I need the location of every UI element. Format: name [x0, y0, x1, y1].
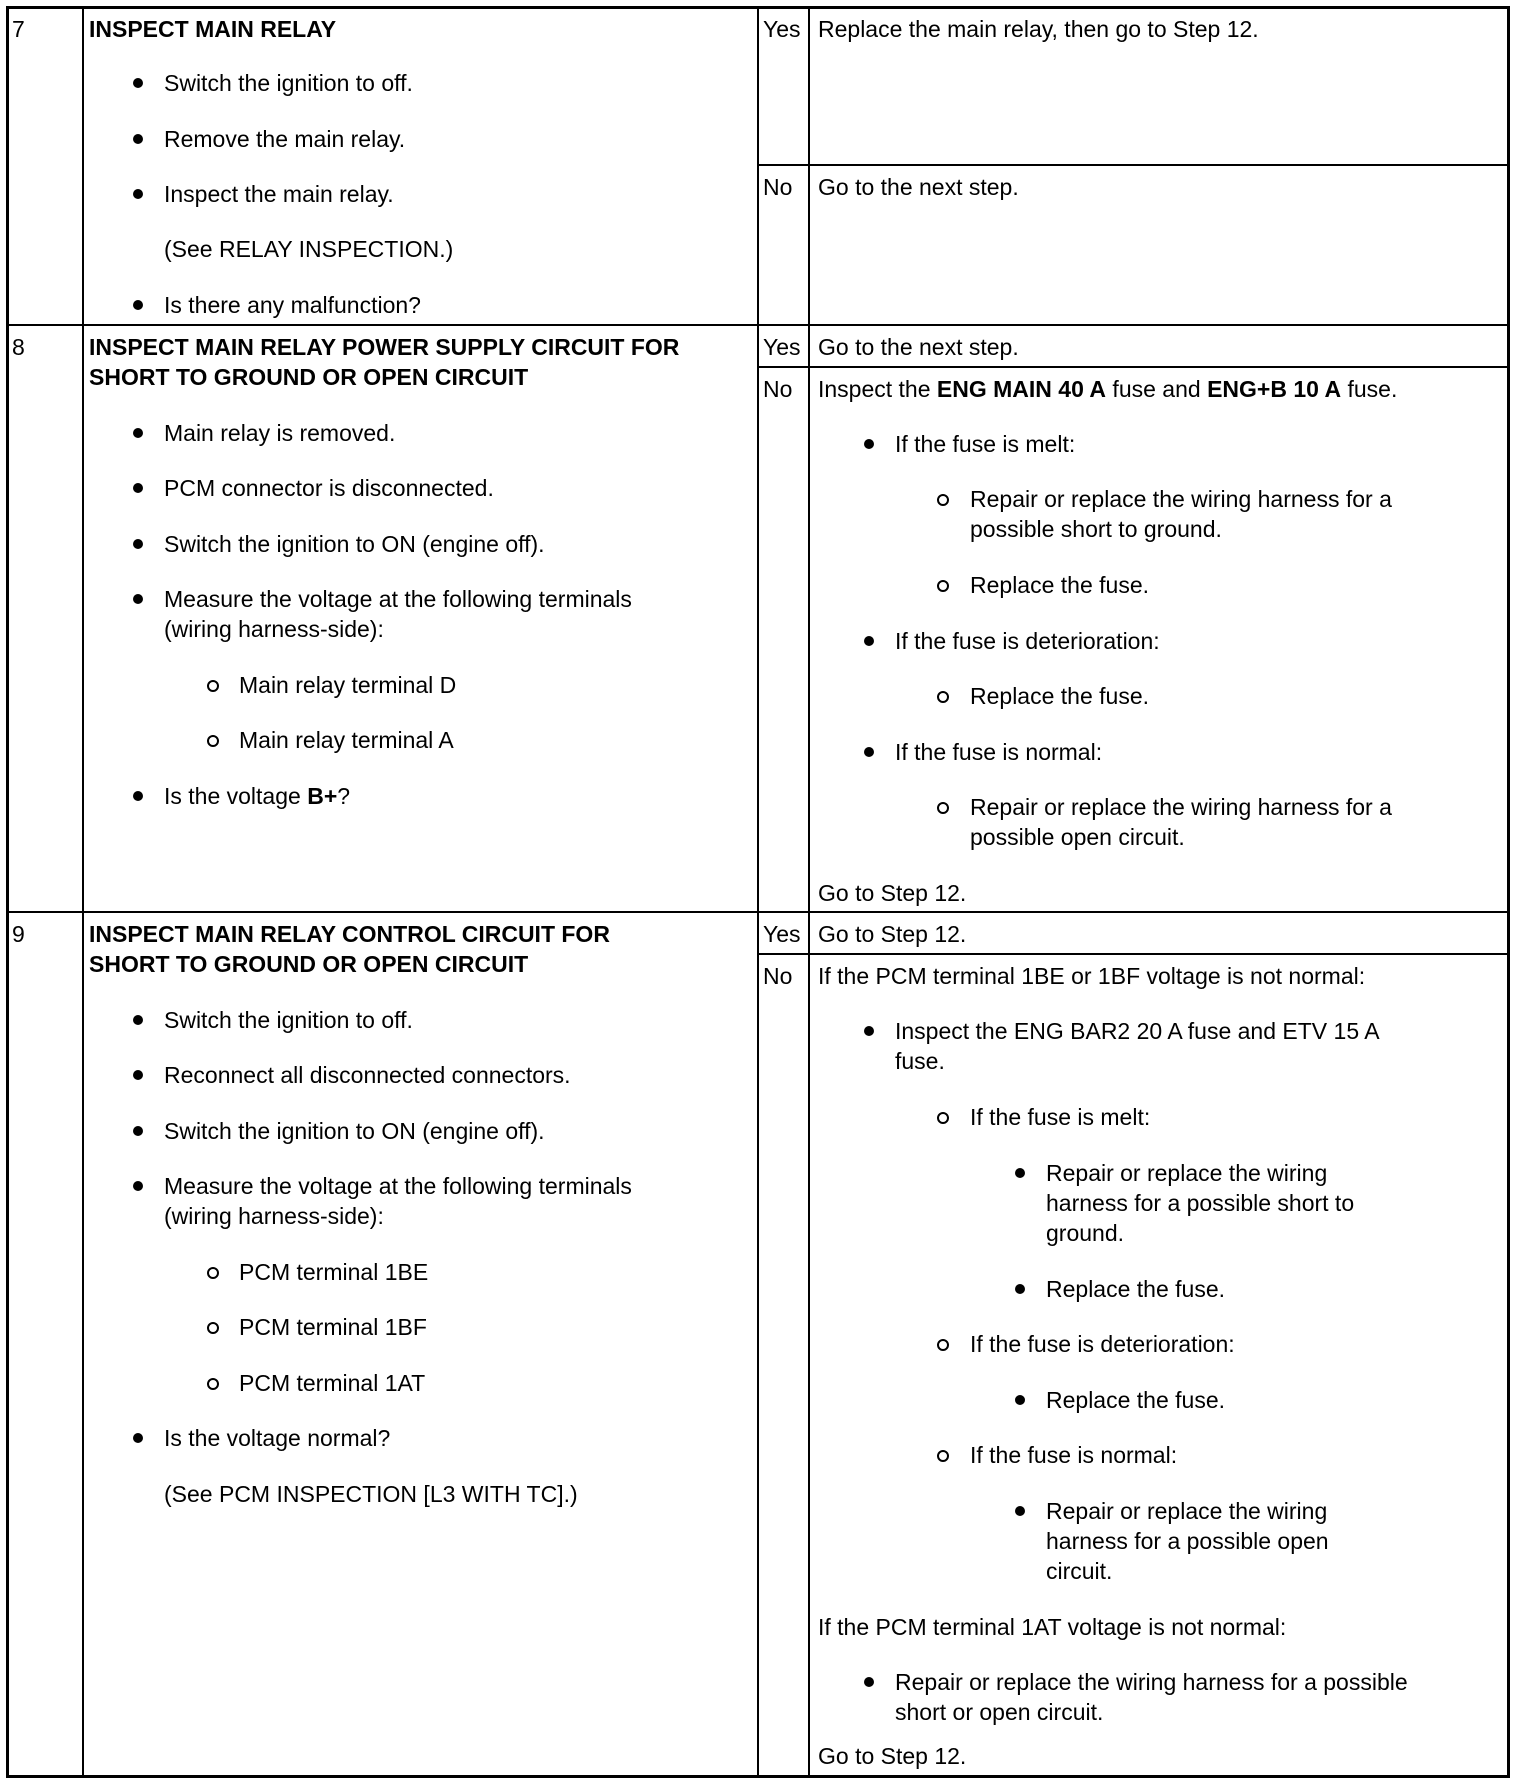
bullet	[864, 1026, 874, 1036]
row8-yes-no-divider	[757, 366, 1510, 368]
step7-title: INSPECT MAIN RELAY	[89, 16, 337, 42]
step8-subitem: Main relay terminal A	[239, 727, 454, 753]
row9-yes-no-divider	[757, 953, 1510, 955]
bullet	[133, 189, 143, 199]
row7-yes-no-divider	[757, 164, 1510, 166]
ring-bullet	[207, 735, 219, 747]
step9-no-item-cont: fuse.	[895, 1048, 945, 1074]
ring-bullet	[207, 1378, 219, 1390]
voltage-question: Is the voltage	[164, 783, 308, 809]
step9-no-heading: If the PCM terminal 1BE or 1BF voltage is not normal:	[818, 963, 1366, 989]
ring-bullet	[937, 802, 949, 814]
no-intro-d: ENG+B 10 A	[1207, 376, 1342, 402]
ring-bullet	[937, 691, 949, 703]
bullet	[133, 78, 143, 88]
bullet	[133, 1181, 143, 1191]
step7-item: Is there any malfunction?	[164, 292, 421, 318]
step9-no-subitem: If the fuse is deterioration:	[970, 1331, 1235, 1357]
bullet	[133, 791, 143, 801]
ring-bullet	[937, 1450, 949, 1462]
step9-no-item: Repair or replace the wiring harness for a possible	[895, 1669, 1408, 1695]
bullet	[133, 1015, 143, 1025]
step9-no-subsubitem: Replace the fuse.	[1046, 1276, 1226, 1302]
step8-no-subitem: Replace the fuse.	[970, 572, 1150, 598]
bullet	[1015, 1506, 1025, 1516]
step9-item: Reconnect all disconnected connectors.	[164, 1062, 571, 1088]
step7-item: Inspect the main relay.	[164, 181, 394, 207]
step9-no-heading: If the PCM terminal 1AT voltage is not normal:	[818, 1614, 1287, 1640]
voltage-value: B+	[307, 783, 338, 809]
row-divider-7-8	[6, 324, 1510, 326]
bullet	[133, 1126, 143, 1136]
bullet	[133, 594, 143, 604]
step9-item: Switch the ignition to off.	[164, 1007, 413, 1033]
bullet	[133, 1070, 143, 1080]
step8-no-intro	[818, 374, 1397, 404]
bullet	[864, 747, 874, 757]
step8-no-subitem: Repair or replace the wiring harness for a	[970, 486, 1392, 512]
step9-no-subsubitem-cont: harness for a possible open	[1046, 1528, 1329, 1554]
bullet	[133, 428, 143, 438]
no-intro-c: fuse and	[1106, 376, 1208, 402]
ring-bullet	[207, 1267, 219, 1279]
step8-title-line1: INSPECT MAIN RELAY POWER SUPPLY CIRCUIT FOR	[89, 334, 680, 360]
bullet	[1015, 1284, 1025, 1294]
col-divider-1	[82, 6, 84, 1778]
step8-no-footer: Go to Step 12.	[818, 880, 967, 906]
step8-number: 8	[12, 334, 25, 360]
step8-no-subitem-cont: possible open circuit.	[970, 824, 1185, 850]
step9-no-subsubitem: Repair or replace the wiring	[1046, 1160, 1328, 1186]
bullet	[133, 483, 143, 493]
step8-no-label: No	[763, 376, 793, 402]
step9-no-item-cont: short or open circuit.	[895, 1699, 1104, 1725]
step9-no-subitem: If the fuse is melt:	[970, 1104, 1151, 1130]
ring-bullet	[937, 1112, 949, 1124]
ring-bullet	[937, 1339, 949, 1351]
step8-no-subitem: Repair or replace the wiring harness for a	[970, 794, 1392, 820]
step8-item: Switch the ignition to ON (engine off).	[164, 531, 545, 557]
step8-no-item: If the fuse is normal:	[895, 739, 1103, 765]
bullet	[1015, 1395, 1025, 1405]
step8-no-subitem-cont: possible short to ground.	[970, 516, 1222, 542]
step9-item: Is the voltage normal?	[164, 1425, 391, 1451]
step9-yes-text: Go to Step 12.	[818, 921, 967, 947]
step8-yes-text: Go to the next step.	[818, 334, 1019, 360]
bullet	[864, 1677, 874, 1687]
step9-no-label: No	[763, 963, 793, 989]
no-intro-a: Inspect the	[818, 376, 937, 402]
step9-subitem: PCM terminal 1BF	[239, 1314, 427, 1340]
step9-subitem: PCM terminal 1AT	[239, 1370, 426, 1396]
step9-no-footer: Go to Step 12.	[818, 1743, 967, 1769]
step9-item: Measure the voltage at the following terminals	[164, 1173, 632, 1199]
step7-no-text: Go to the next step.	[818, 174, 1019, 200]
no-intro-b: ENG MAIN 40 A	[936, 376, 1107, 402]
step7-item: Remove the main relay.	[164, 126, 406, 152]
bullet	[1015, 1168, 1025, 1178]
step7-number: 7	[12, 16, 25, 42]
step8-item: Main relay is removed.	[164, 420, 396, 446]
col-divider-2	[757, 6, 759, 1778]
step8-item-voltage	[164, 781, 350, 811]
ring-bullet	[207, 680, 219, 692]
step7-no-label: No	[763, 174, 793, 200]
step9-number: 9	[12, 921, 25, 947]
step7-yes-label: Yes	[763, 16, 801, 42]
step7-reference: (See RELAY INSPECTION.)	[164, 236, 454, 262]
step9-no-item: Inspect the ENG BAR2 20 A fuse and ETV 15 A	[895, 1018, 1380, 1044]
step8-yes-label: Yes	[763, 334, 801, 360]
voltage-suffix: ?	[337, 783, 351, 809]
bullet	[133, 134, 143, 144]
row-divider-8-9	[6, 911, 1510, 913]
bullet	[133, 1433, 143, 1443]
step7-item: Switch the ignition to off.	[164, 70, 413, 96]
step9-no-subsubitem-cont: ground.	[1046, 1220, 1125, 1246]
step8-no-item: If the fuse is deterioration:	[895, 628, 1160, 654]
ring-bullet	[937, 580, 949, 592]
no-intro-e: fuse.	[1341, 376, 1398, 402]
step8-no-subitem: Replace the fuse.	[970, 683, 1150, 709]
step9-no-subsubitem: Replace the fuse.	[1046, 1387, 1226, 1413]
bullet	[133, 300, 143, 310]
ring-bullet	[937, 494, 949, 506]
step9-no-subitem: If the fuse is normal:	[970, 1442, 1178, 1468]
bullet	[133, 539, 143, 549]
step8-item: PCM connector is disconnected.	[164, 475, 494, 501]
step8-title-line2: SHORT TO GROUND OR OPEN CIRCUIT	[89, 364, 529, 390]
step8-no-item: If the fuse is melt:	[895, 431, 1076, 457]
step9-item: Switch the ignition to ON (engine off).	[164, 1118, 545, 1144]
step7-yes-text: Replace the main relay, then go to Step 12.	[818, 16, 1259, 42]
step9-subitem: PCM terminal 1BE	[239, 1259, 429, 1285]
step9-title-line1: INSPECT MAIN RELAY CONTROL CIRCUIT FOR	[89, 921, 610, 947]
bullet	[864, 636, 874, 646]
step9-title-line2: SHORT TO GROUND OR OPEN CIRCUIT	[89, 951, 529, 977]
bullet	[864, 439, 874, 449]
step9-no-subsubitem: Repair or replace the wiring	[1046, 1498, 1328, 1524]
step9-no-subsubitem-cont: circuit.	[1046, 1558, 1113, 1584]
step8-item-cont: (wiring harness-side):	[164, 616, 384, 642]
step9-yes-label: Yes	[763, 921, 801, 947]
step8-subitem: Main relay terminal D	[239, 672, 457, 698]
step8-item: Measure the voltage at the following terminals	[164, 586, 632, 612]
step9-reference: (See PCM INSPECTION [L3 WITH TC].)	[164, 1481, 578, 1507]
col-divider-3	[808, 6, 810, 1778]
ring-bullet	[207, 1322, 219, 1334]
step9-no-subsubitem-cont: harness for a possible short to	[1046, 1190, 1355, 1216]
step9-item-cont: (wiring harness-side):	[164, 1203, 384, 1229]
